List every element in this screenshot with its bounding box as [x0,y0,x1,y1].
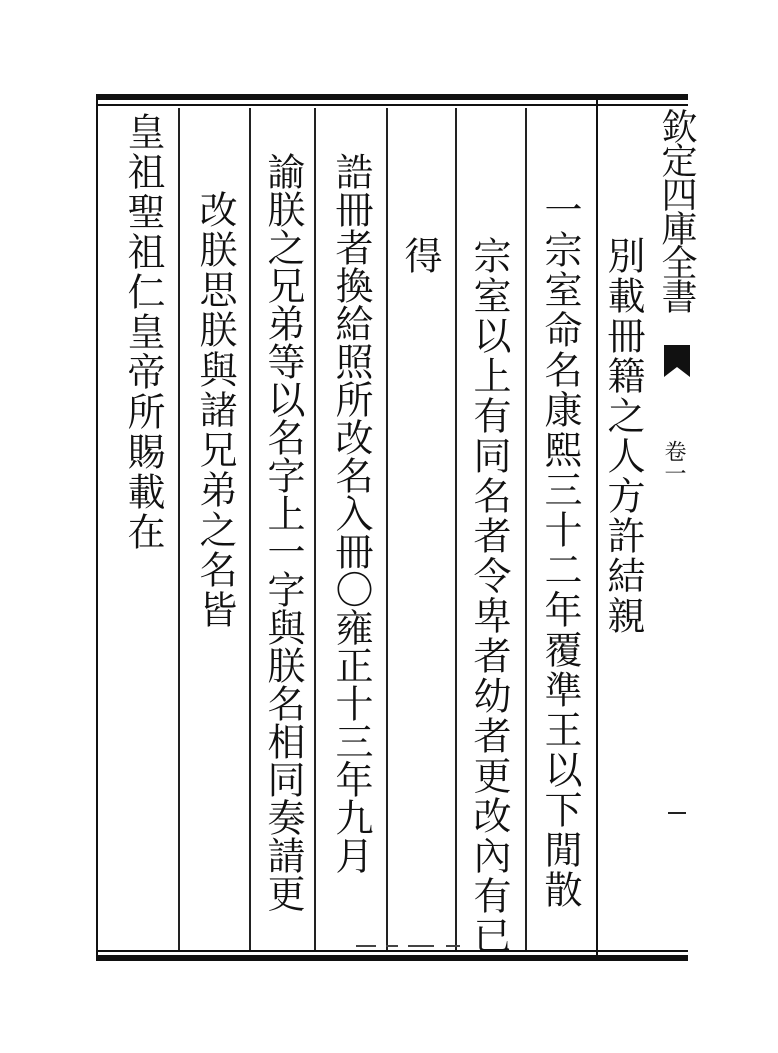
juan-number: 卷一 [661,440,686,484]
text-column-1: 別載冊籍之人方許結親 [601,236,645,636]
text-column-4: 得 [398,236,442,276]
top-border-thin [96,104,688,106]
column-divider [386,108,388,950]
bottom-border-thin [96,950,688,952]
column-divider [525,108,527,950]
text-column-7: 改朕思朕與諸兄弟之名皆 [193,190,237,630]
book-title: 欽定四庫全書 [656,108,697,312]
text-column-3: 宗室以上有同名者令卑者幼者更改內有已 [467,236,511,956]
text-column-5: 誥冊者換給照所改名入冊〇雍正十三年九月 [329,152,373,874]
column-divider [178,108,180,950]
right-border [596,100,598,956]
text-column-2: 一宗室命名康熙三十二年覆準王以下閒散 [538,190,582,910]
fish-tail-mark-icon [664,345,690,385]
column-divider [249,108,251,950]
bottom-border-thick [96,955,688,961]
text-column-8: 皇祖聖祖仁皇帝所賜載在 [121,112,165,552]
ink-marks [356,944,476,948]
top-border-thick [96,94,688,100]
left-border [96,100,98,956]
column-divider [455,108,457,950]
text-column-6: 諭朕之兄弟等以名字上一字與朕名相同奏請更 [261,152,305,912]
column-divider [314,108,316,950]
strip-tick [668,812,686,814]
